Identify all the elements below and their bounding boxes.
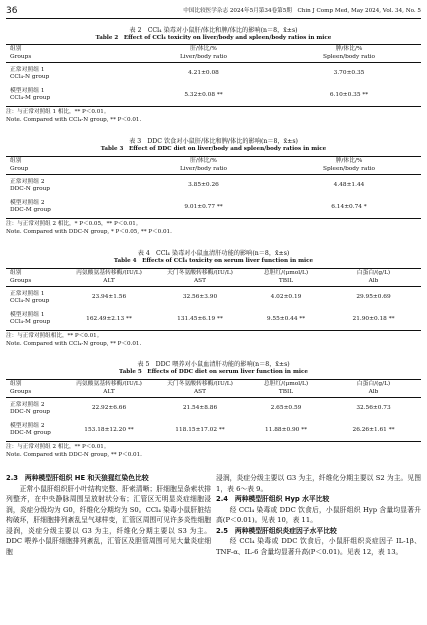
right-column xyxy=(216,473,421,557)
cell-spleen: 6.10±0.35 ** xyxy=(329,91,369,98)
row-group-zh: 模型对照组 2 xyxy=(10,200,45,207)
table4-header-alt-zh: 丙氨酸氨基转移酶/(IU/L) xyxy=(76,269,142,276)
table4-header-ast-zh: 天门冬氨酸转移酶/(IU/L) xyxy=(167,269,233,276)
table5-header-group-en: Groups xyxy=(10,389,32,396)
cell-tbil: 11.88±0.90 ** xyxy=(265,426,307,433)
row-group-en: DDC-M group xyxy=(10,207,51,214)
cell-tbil: 9.55±0.44 ** xyxy=(266,315,306,322)
table2-note-en: Note. Compared with CCl₄-N group, ** P＜0.01. xyxy=(6,117,142,123)
table3-caption-en: Table 3 Effect of DDC diet on liver/body and spleen/body ratios in mice xyxy=(100,146,327,152)
table5 xyxy=(6,379,421,442)
table5-header-alt-en: ALT xyxy=(103,389,115,396)
cell-alt: 162.49±2.13 ** xyxy=(86,315,132,322)
row-group-en: DDC-N group xyxy=(10,408,51,415)
table2-header-liver-zh: 肝/体比/% xyxy=(190,45,217,52)
journal-citation: 中国比较医学杂志 2024年5月第34卷第5期 Chin J Comp Med, May 2024, Vol. 34, No. 5 xyxy=(183,8,421,14)
table3-note-en: Note. Compared with DDC-N group, * P＜0.05, ** P＜0.01. xyxy=(6,229,172,235)
table5-header-group-zh: 组别 xyxy=(10,380,22,387)
table2-caption-en: Table 2 Effect of CCl₄ toxicity on liver/body and spleen/body ratios in mice xyxy=(95,35,332,41)
table2-header-spleen-en: Spleen/body ratio xyxy=(322,54,375,61)
row-group-zh: 模型对照组 1 xyxy=(10,88,45,95)
table-row xyxy=(6,309,421,331)
table4-header-tbil-zh: 总胆红/(μmol/L) xyxy=(263,269,309,276)
table5-header-tbil-zh: 总胆红/(μmol/L) xyxy=(263,380,309,387)
row-group-en: CCl₄-N group xyxy=(10,73,50,80)
row-group-en: DDC-M group xyxy=(10,430,51,437)
table-row xyxy=(6,175,421,197)
cell-alt: 153.18±12.20 ** xyxy=(84,426,134,433)
cell-spleen: 3.70±0.35 xyxy=(333,70,365,77)
table2-header-group-en: Groups xyxy=(10,54,32,61)
left-column xyxy=(6,473,211,557)
table4-header-alb-zh: 白蛋白/(g/L) xyxy=(356,269,391,276)
cell-alb: 26.26±1.61 ** xyxy=(352,426,395,433)
table4-note-zh: 注：与正常对照组相比，** P＜0.01。 xyxy=(6,333,103,339)
row-group-zh: 正常对照组 1 xyxy=(10,66,45,73)
table4-header-alb-en: Alb xyxy=(368,278,379,285)
cell-tbil: 4.02±0.19 xyxy=(270,294,302,301)
cell-ast: 21.54±8.86 xyxy=(182,405,218,412)
cell-spleen: 4.48±1.44 xyxy=(333,182,365,189)
cell-liver: 9.01±0.77 ** xyxy=(184,203,223,210)
row-group-en: CCl₄-M group xyxy=(10,319,51,326)
cell-liver: 4.21±0.08 xyxy=(188,70,219,77)
table2-header-spleen-zh: 脾/体比/% xyxy=(335,45,363,52)
table5-note-zh: 注：与正常对照组 2 相比，** P＜0.01。 xyxy=(6,444,110,450)
row-group-en: CCl₄-M group xyxy=(10,95,51,102)
table5-header-alb-en: Alb xyxy=(368,389,379,396)
cell-ast: 118.15±17.02 ** xyxy=(175,426,225,433)
cell-alb: 21.90±0.18 ** xyxy=(352,315,395,322)
table4-note-en: Note. Compared with CCl₄-N group, ** P＜0.01. xyxy=(6,341,142,347)
paragraph: 正常小鼠肝组织肝小叶结构完整、肝索清晰；肝细胞呈条索状排列整齐，在中央静脉周围呈放射状分布；汇管区无明显炎症细胞浸润，炎症分级均为 G0，纤维化分期均为 S0。CCl₄ 染毒小鼠肝脏结构破坏，肝细胞排列紊乱呈气球样变，汇管区周围可见许多炎性细胞浸润，炎症分级主要以 G3 为主，纤维化分期主要以 S3 为主。DDC 喂养小鼠肝细胞排列紊乱，汇管区及胆管周围可见大量炎症细胞 xyxy=(6,484,211,556)
section-heading-2-3: 2.3 两种模型肝组织 HE 和天狼猩红染色比较 xyxy=(6,474,149,482)
table5-caption-zh: 表 5 DDC 喂养对小鼠血清肝功能的影响(n＝8，x̄±s) xyxy=(137,361,290,368)
cell-tbil: 2.65±0.59 xyxy=(270,405,302,412)
table4-header-tbil-en: TBIL xyxy=(278,278,294,285)
section-heading-2-5: 2.5 两种模型肝组织炎症因子水平比较 xyxy=(216,526,337,535)
table2-header-liver-en: Liver/body ratio xyxy=(179,54,228,61)
table3-header-group-en: Group xyxy=(10,166,29,173)
paragraph: 浸润，炎症分级主要以 G3 为主，纤维化分期主要以 S2 为主。见图 1，表 6～表 9。 xyxy=(216,474,421,493)
table-row xyxy=(6,398,421,420)
table5-note-en: Note. Compared with DDC-N group, ** P＜0.01. xyxy=(6,452,142,458)
section-heading-2-4: 2.4 两种模型肝组织 Hyp 水平比较 xyxy=(216,495,330,504)
paragraph: 经 CCl₄ 染毒或 DDC 饮食后，小鼠肝组织炎症因子 IL-1β、TNF-α、IL-6 含量均显著升高(P＜0.01)。见表 12，表 13。 xyxy=(216,537,421,556)
table4-header-group-en: Groups xyxy=(10,278,32,285)
row-group-en: DDC-N group xyxy=(10,185,51,192)
table3-header-spleen-en: Spleen/body ratio xyxy=(322,166,375,173)
running-header xyxy=(6,6,421,19)
page-number: 36 xyxy=(6,6,18,16)
cell-spleen: 6.14±0.74 * xyxy=(331,203,367,210)
table3-note-zh: 注：与正常对照组 2 相比，* P＜0.05，** P＜0.01。 xyxy=(6,221,142,227)
table4-header-alt-en: ALT xyxy=(103,278,115,285)
table-row xyxy=(6,420,421,442)
table5-header-alb-zh: 白蛋白/(g/L) xyxy=(356,380,391,387)
cell-liver: 5.32±0.08 ** xyxy=(184,91,223,98)
table-row xyxy=(6,197,421,219)
table5-header-alt-zh: 丙氨酸氨基转移酶/(IU/L) xyxy=(76,380,142,387)
table3-header-spleen-zh: 脾/体比/% xyxy=(335,157,363,164)
table2 xyxy=(6,44,421,107)
row-group-zh: 正常对照组 2 xyxy=(10,401,45,408)
table-row xyxy=(6,287,421,309)
table-row xyxy=(6,85,421,107)
cell-ast: 32.56±3.90 xyxy=(182,294,218,301)
table2-caption-zh: 表 2 CCl₄ 染毒对小鼠肝/体比和脾/体比的影响(n＝8，x̄±s) xyxy=(129,27,298,34)
cell-alb: 32.56±0.73 xyxy=(356,405,391,412)
table3-header-group-zh: 组别 xyxy=(10,157,22,164)
table4-caption-en: Table 4 Effects of CCl₄ toxicity on serum liver function in mice xyxy=(113,258,314,264)
row-group-zh: 模型对照组 1 xyxy=(10,312,45,319)
cell-alb: 29.95±0.69 xyxy=(356,294,391,301)
table-row xyxy=(6,63,421,85)
table2-header-group-zh: 组别 xyxy=(10,45,22,52)
table5-caption-en: Table 5 Effects of DDC diet on serum liver function in mice xyxy=(119,369,308,375)
table4-header-group-zh: 组别 xyxy=(10,269,22,276)
cell-liver: 3.85±0.26 xyxy=(188,182,219,189)
table4-header-ast-en: AST xyxy=(193,278,207,285)
row-group-en: CCl₄-N group xyxy=(10,297,50,304)
row-group-zh: 模型对照组 2 xyxy=(10,423,45,430)
table5-header-tbil-en: TBIL xyxy=(278,389,294,396)
cell-ast: 131.45±6.19 ** xyxy=(177,315,223,322)
table3-header-liver-en: Liver/body ratio xyxy=(179,166,228,173)
row-group-zh: 正常对照组 2 xyxy=(10,178,45,185)
paragraph: 经 CCl₄ 染毒或 DDC 饮食后，小鼠肝组织 Hyp 含量均显著升高(P＜0.01)。见表 10，表 11。 xyxy=(216,505,421,525)
table5-header-ast-en: AST xyxy=(193,389,207,396)
table3 xyxy=(6,156,421,219)
table4-caption-zh: 表 4 CCl₄ 染毒对小鼠血清肝功能的影响(n＝8，x̄±s) xyxy=(137,250,290,257)
cell-alt: 22.92±6.66 xyxy=(91,405,127,412)
table5-header-ast-zh: 天门冬氨酸转移酶/(IU/L) xyxy=(167,380,233,387)
table4 xyxy=(6,268,421,331)
table3-caption-zh: 表 3 DDC 饮食对小鼠肝/体比和脾/体比的影响(n＝8，x̄±s) xyxy=(129,138,298,145)
table2-note-zh: 注：与正常对照组 1 相比，** P＜0.01。 xyxy=(6,109,110,115)
table3-header-liver-zh: 肝/体比/% xyxy=(190,157,217,164)
row-group-zh: 正常对照组 1 xyxy=(10,290,45,297)
cell-alt: 23.94±1.56 xyxy=(91,294,127,301)
